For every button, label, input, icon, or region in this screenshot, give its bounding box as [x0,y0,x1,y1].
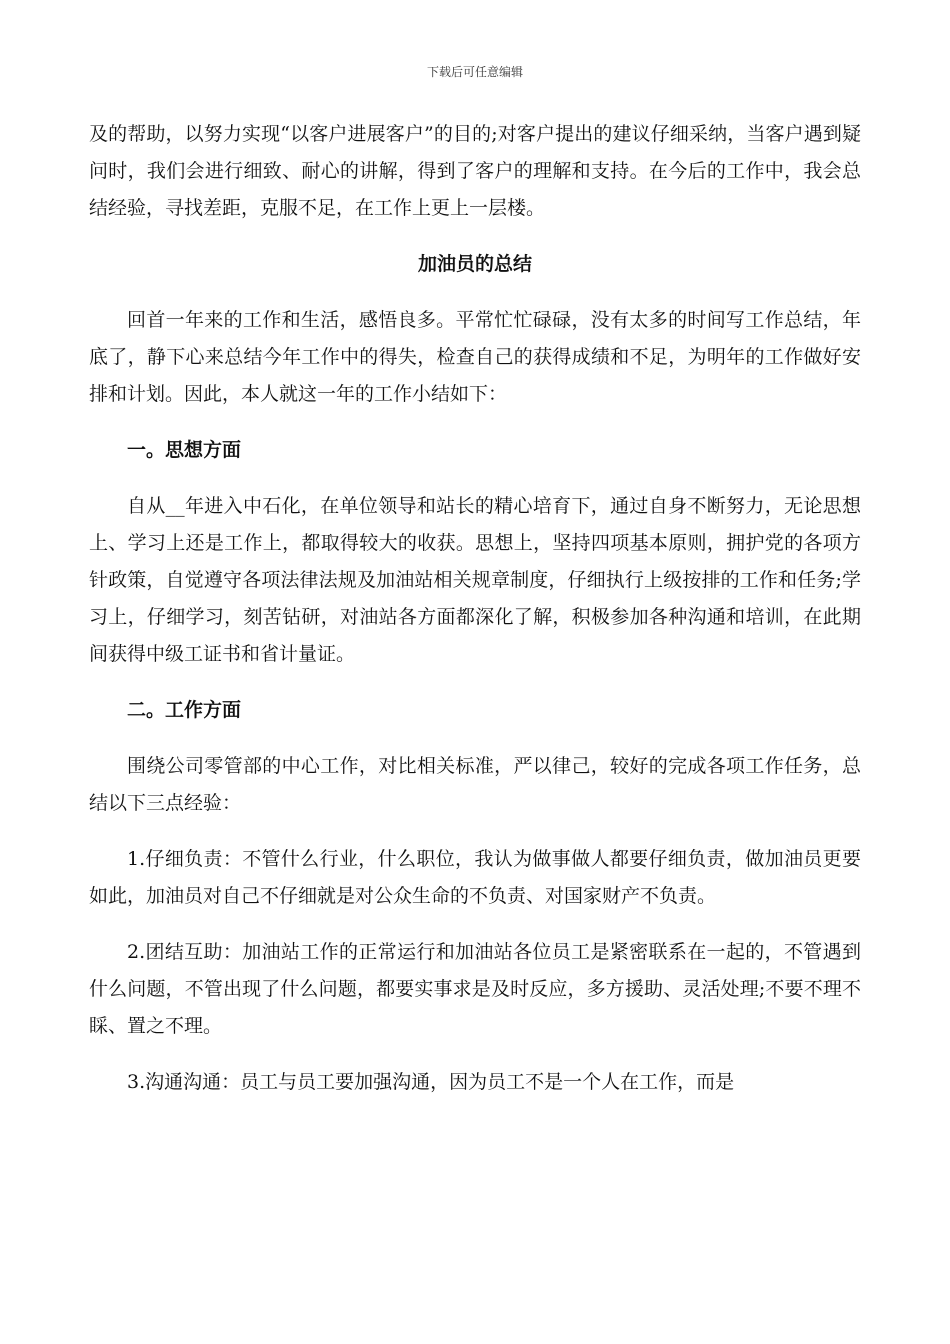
document-body [89,116,861,1101]
list-item-point-2: 2.团结互助：加油站工作的正常运行和加油站各位员工是紧密联系在一起的，不管遇到什么问题，不管出现了什么问题，都要实事求是及时反应，多方援助、灵活处理;不要不理不睬、置之不理。 [89,941,861,1037]
intro-paragraph: 及的帮助，以努力实现“以客户进展客户”的目的;对客户提出的建议仔细采纳，当客户遇到疑问时，我们会进行细致、耐心的讲解，得到了客户的理解和支持。在今后的工作中，我会总结经验，寻找差距，克服不足，在工作上更上一层楼。 [89,123,861,219]
document-title: 加油员的总结 [417,253,532,275]
list-item-point-1: 1.仔细负责：不管什么行业，什么职位，我认为做事做人都要仔细负责，做加油员更要如此，加油员对自己不仔细就是对公众生命的不负责、对国家财产不负责。 [89,848,861,907]
page-header-note: 下载后可任意编辑 [426,65,523,79]
section-paragraph-thought: 自从__年进入中石化，在单位领导和站长的精心培育下，通过自身不断努力，无论思想上、学习上还是工作上，都取得较大的收获。思想上，坚持四项基本原则，拥护党的各项方针政策，自觉遵守各项法律法规及加油站相关规章制度，仔细执行上级按排的工作和任务;学习上，仔细学习，刻苦钻研，对油站各方面都深化了解，积极参加各种沟通和培训，在此期间获得中级工证书和省计量证。 [89,495,861,665]
section-heading-thought: 一。思想方面 [127,439,242,461]
section-paragraph-work: 围绕公司零管部的中心工作，对比相关标准，严以律己，较好的完成各项工作任务，总结以下三点经验： [89,755,861,814]
opening-paragraph: 回首一年来的工作和生活，感悟良多。平常忙忙碌碌，没有太多的时间写工作总结，年底了，静下心来总结今年工作中的得失，检查自己的获得成绩和不足，为明年的工作做好安排和计划。因此，本人就这一年的工作小结如下： [89,309,861,405]
section-heading-work: 二。工作方面 [127,699,242,721]
list-item-point-3: 3.沟通沟通：员工与员工要加强沟通，因为员工不是一个人在工作，而是 [127,1071,735,1093]
